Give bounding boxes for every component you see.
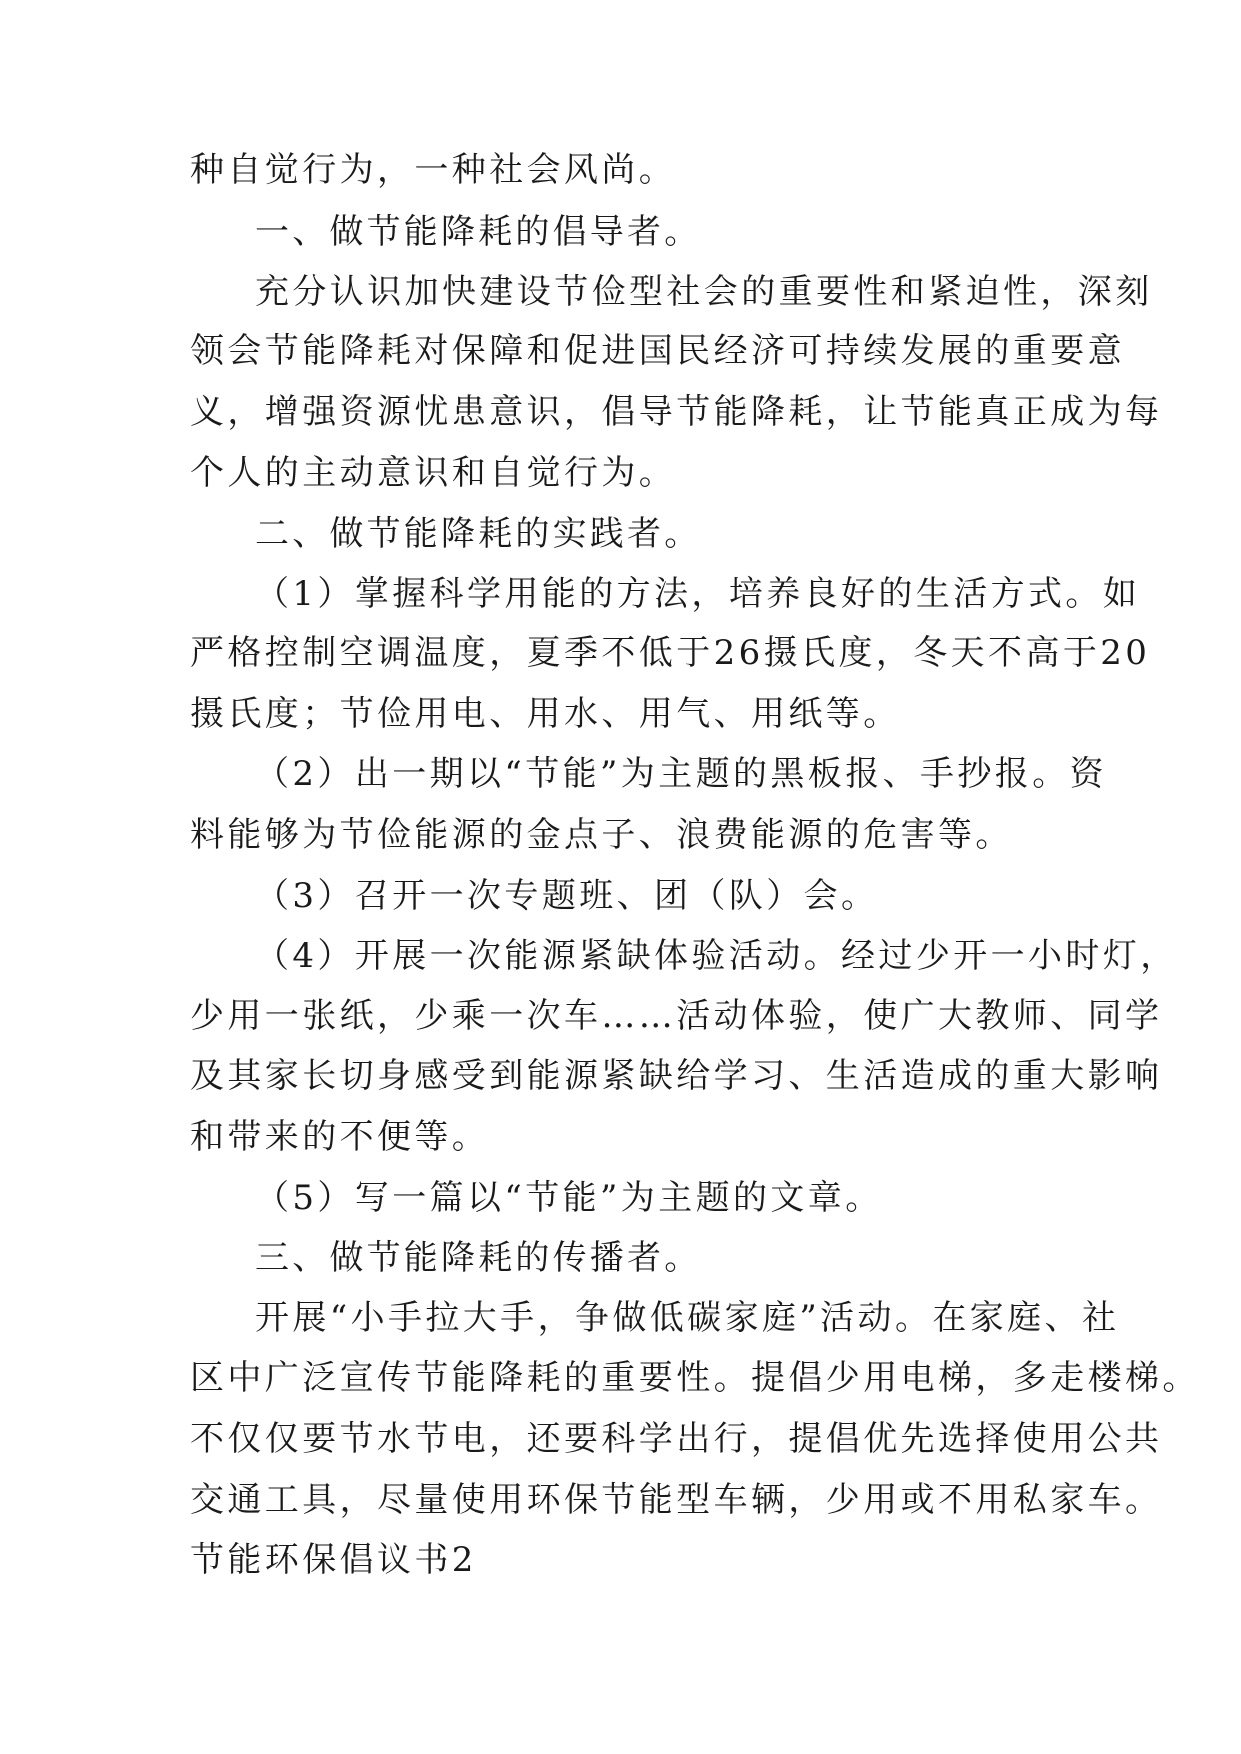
paragraph-line: 开展“小手拉大手，争做低碳家庭”活动。在家庭、社 (255, 1298, 1120, 1338)
paragraph-line: 少用一张纸，少乘一次车……活动体验，使广大教师、同学 (190, 996, 1163, 1036)
section-heading-2: 二、做节能降耗的实践者。 (255, 514, 702, 554)
paragraph-line: 区中广泛宣传节能降耗的重要性。提倡少用电梯，多走楼梯。 (190, 1358, 1200, 1398)
paragraph-line: 严格控制空调温度，夏季不低于26摄氏度，冬天不高于20 (190, 633, 1151, 673)
section-heading-3: 三、做节能降耗的传播者。 (255, 1238, 702, 1278)
list-item-4: （4）开展一次能源紧缺体验活动。经过少开一小时灯， (255, 936, 1178, 976)
list-item-5: （5）写一篇以“节能”为主题的文章。 (255, 1178, 883, 1218)
paragraph-line: 料能够为节俭能源的金点子、浪费能源的危害等。 (190, 815, 1013, 855)
paragraph-line: 及其家长切身感受到能源紧缺给学习、生活造成的重大影响 (190, 1056, 1163, 1096)
list-item-3: （3）召开一次专题班、团（队）会。 (255, 876, 879, 916)
paragraph-line: 义，增强资源忧患意识，倡导节能降耗，让节能真正成为每 (190, 392, 1163, 432)
paragraph-line: 种自觉行为，一种社会风尚。 (190, 150, 677, 190)
paragraph-line: 领会节能降耗对保障和促进国民经济可持续发展的重要意 (190, 331, 1125, 371)
section-heading-1: 一、做节能降耗的倡导者。 (255, 212, 702, 252)
paragraph-line: 摄氏度；节俭用电、用水、用气、用纸等。 (190, 694, 901, 734)
paragraph-line: 交通工具，尽量使用环保节能型车辆，少用或不用私家车。 (190, 1480, 1163, 1520)
list-item-2: （2）出一期以“节能”为主题的黑板报、手抄报。资 (255, 754, 1107, 794)
list-item-1: （1）掌握科学用能的方法，培养良好的生活方式。如 (255, 574, 1141, 614)
paragraph-line: 充分认识加快建设节俭型社会的重要性和紧迫性，深刻 (255, 272, 1153, 312)
paragraph-line: 个人的主动意识和自觉行为。 (190, 453, 677, 493)
next-document-title: 节能环保倡议书2 (190, 1540, 477, 1580)
paragraph-line: 和带来的不便等。 (190, 1117, 490, 1157)
paragraph-line: 不仅仅要节水节电，还要科学出行，提倡优先选择使用公共 (190, 1419, 1163, 1459)
